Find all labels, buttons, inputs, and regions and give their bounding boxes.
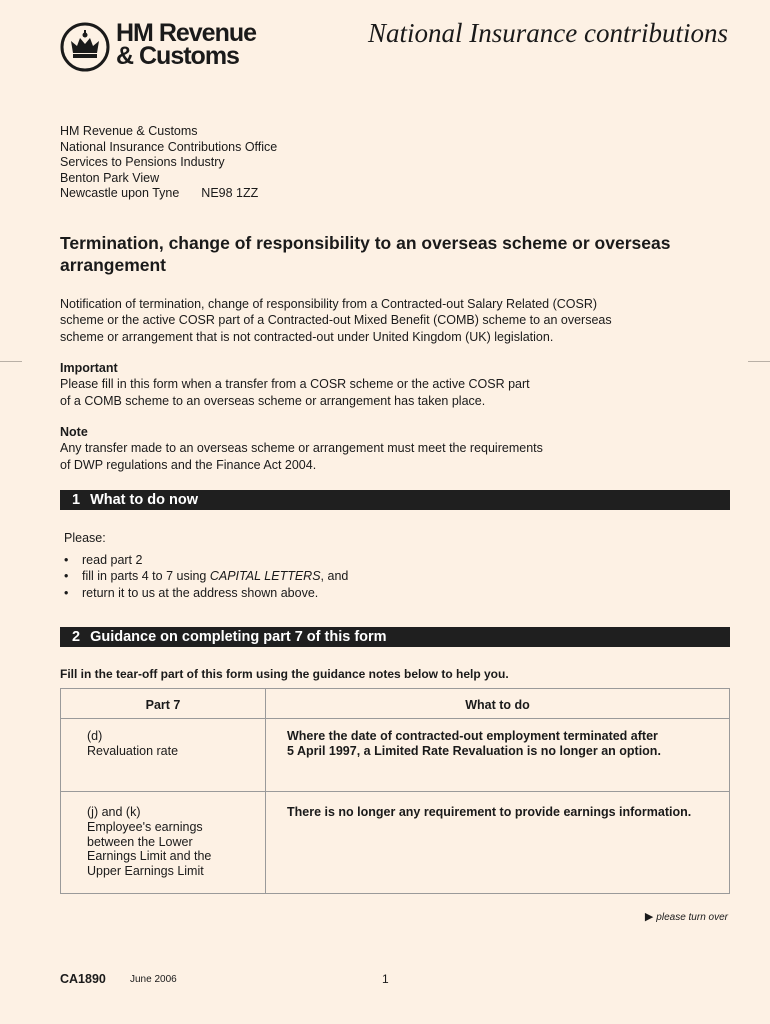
column-header-what: What to do [465,698,530,712]
row-2-part-desc-2: between the Lower [87,834,193,849]
row-2-part-desc-4: Upper Earnings Limit [87,864,204,879]
address-postcode: NE98 1ZZ [201,186,259,201]
important-line-2: of a COMB scheme to an overseas scheme or arrangement has taken place. [60,393,486,408]
bullet-2-emphasis: CAPITAL LETTERS [209,569,321,584]
important-line-1: Please fill in this form when a transfer from a COSR scheme or the active COSR part [60,377,530,392]
row-1-what-line-1: Where the date of contracted-out employment terminated after [287,729,658,743]
hmrc-logo-text [116,19,257,70]
row-2-part-desc-1: Employee's earnings [87,819,203,834]
column-header-part: Part 7 [145,698,181,712]
address-line-3: Services to Pensions Industry [60,155,225,170]
form-date: June 2006 [130,974,177,985]
row-1-part-code: (d) [87,729,103,743]
logo-line-1: HM Revenue [116,19,257,47]
table-row-1-what [287,729,661,759]
intro-paragraph: Notification of termination, change of responsibility from a Contracted-out Salary Related (COSR) scheme or the active COSR part of a Contracted-out Mixed Benefit (COMB) scheme to an overseas scheme or arrangement that is not contracted-out under United Kingdom (UK) legislation. [60,297,612,344]
address-line-4: Benton Park View [60,170,160,185]
instruction-list [60,552,348,601]
row-1-what-line-2: 5 April 1997, a Limited Rate Revaluation is no longer an option. [287,743,661,758]
left-margin-tick [0,361,22,362]
row-2-part-desc-3: Earnings Limit and the [87,849,212,864]
office-address [60,124,277,202]
table-row-2-part [87,805,211,879]
note-line-1: Any transfer made to an overseas scheme or arrangement must meet the requirements [60,441,543,456]
address-line-2: National Insurance Contributions Office [60,139,278,154]
section-2-number: 2 [72,629,81,645]
crown-crest-icon [60,22,110,72]
document-title: National Insurance contributions [368,18,728,48]
bullet-2-pre: fill in parts 4 to 7 using [82,569,210,584]
table-row-divider [61,791,729,792]
table-row-1-part [87,729,178,759]
logo-line-2: & Customs [116,42,239,70]
address-line-5 [60,186,277,202]
list-item [60,585,348,601]
table-header-divider [61,718,729,719]
list-item [60,568,348,584]
address-line-1: HM Revenue & Customs [60,124,198,138]
table-row-2-what: There is no longer any requirement to provide earnings information. [287,805,692,819]
row-1-part-desc: Revaluation rate [87,743,179,758]
note-label: Note [60,425,88,439]
important-block [60,360,720,409]
section-1-header [60,490,730,510]
please-turn-over [645,910,728,923]
list-item [60,552,348,568]
page-heading: Termination, change of responsibility to an overseas scheme or overseas arrangement [60,233,671,275]
important-label: Important [60,361,118,375]
address-city: Newcastle upon Tyne [60,186,180,201]
note-block [60,424,720,473]
note-line-2: of DWP regulations and the Finance Act 2004. [60,457,317,472]
please-turn-over-text: please turn over [656,912,728,923]
bullet-3-text: return it to us at the address shown above. [82,585,319,600]
bullet-2-post: , and [320,569,349,584]
please-label: Please: [64,531,106,545]
guidance-table [60,688,730,894]
right-margin-tick [748,361,770,362]
form-code: CA1890 [60,972,106,986]
play-arrow-icon: ▶ [644,911,654,923]
bullet-1-text: read part 2 [82,553,143,567]
section-1-title: What to do now [90,492,198,508]
section-2-title: Guidance on completing part 7 of this form [90,629,387,645]
row-2-part-code: (j) and (k) [87,805,141,819]
page-number: 1 [382,972,389,986]
guidance-instruction: Fill in the tear-off part of this form using the guidance notes below to help you. [60,667,509,681]
section-2-header [60,627,730,647]
section-1-number: 1 [72,492,81,508]
